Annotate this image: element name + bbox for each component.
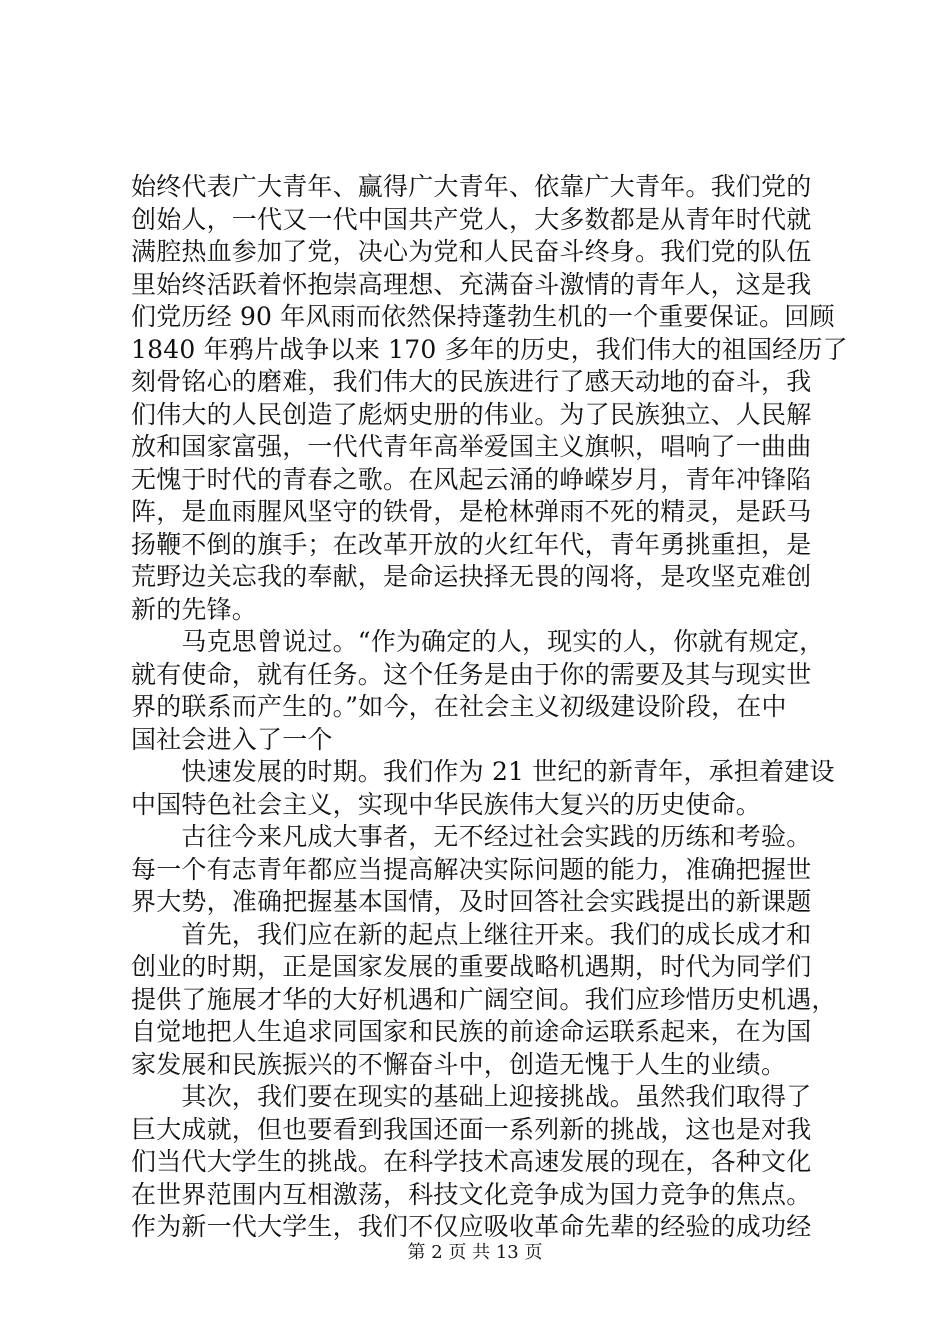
text-line: 们党历经 90 年风雨而依然保持蓬勃生机的一个重要保证。回顾 <box>131 302 835 331</box>
text-line: 创业的时期，正是国家发展的重要战略机遇期，时代为同学们 <box>131 952 812 981</box>
text-line: 提供了施展才华的大好机遇和广阔空间。我们应珍惜历史机遇， <box>131 984 837 1014</box>
text-line: 其次，我们要在现实的基础上迎接挑战。虽然我们取得了 <box>131 1082 812 1111</box>
body-text <box>131 171 848 1244</box>
text-line: 创始人，一代又一代中国共产党人，大多数都是从青年时代就 <box>131 204 812 234</box>
text-line: 1840 年鸦片战争以来 170 多年的历史，我们伟大的祖国经历了 <box>131 334 848 364</box>
text-line: 们当代大学生的挑战。在科学技术高速发展的现在，各种文化 <box>131 1147 812 1176</box>
text-line: 作为新一代大学生，我们不仅应吸收革命先辈的经验的成功经 <box>131 1212 812 1241</box>
text-line: 国社会进入了一个 <box>131 724 333 754</box>
text-line: 里始终活跃着怀抱崇高理想、充满奋斗激情的青年人，这是我 <box>131 269 812 299</box>
text-line: 界大势，准确把握基本国情，及时回答社会实践提出的新课题 <box>131 887 812 916</box>
text-line: 们伟大的人民创造了彪炳史册的伟业。为了民族独立、人民解 <box>131 399 812 429</box>
text-line: 新的先锋。 <box>131 594 258 624</box>
text-line: 自觉地把人生追求同国家和民族的前途命运联系起来，在为国 <box>131 1017 812 1046</box>
text-line: 满腔热血参加了党，决心为党和人民奋斗终身。我们党的队伍 <box>131 237 812 266</box>
text-line: 家发展和民族振兴的不懈奋斗中，创造无愧于人生的业绩。 <box>131 1049 787 1079</box>
text-line: 荒野边关忘我的奉献，是命运抉择无畏的闯将，是攻坚克难创 <box>131 562 812 591</box>
text-line: 放和国家富强，一代代青年高举爱国主义旗帜，唱响了一曲曲 <box>131 432 812 461</box>
text-line: 阵，是血雨腥风坚守的铁骨，是枪林弹雨不死的精灵，是跃马 <box>131 497 812 526</box>
text-line: 无愧于时代的青春之歌。在风起云涌的峥嵘岁月，青年冲锋陷 <box>131 464 812 494</box>
text-line: 扬鞭不倒的旗手；在改革开放的火红年代，青年勇挑重担，是 <box>131 529 812 559</box>
text-line: 首先，我们应在新的起点上继往开来。我们的成长成才和 <box>131 919 812 949</box>
text-line: 快速发展的时期。我们作为 21 世纪的新青年，承担着建设 <box>131 757 835 786</box>
text-line: 古往今来凡成大事者，无不经过社会实践的历练和考验。 <box>131 822 812 851</box>
text-line: 马克思曾说过。“作为确定的人，现实的人，你就有规定， <box>131 627 825 656</box>
text-line: 巨大成就，但也要看到我国还面一系列新的挑战，这也是对我 <box>131 1114 812 1144</box>
text-line: 中国特色社会主义，实现中华民族伟大复兴的历史使命。 <box>131 789 762 819</box>
text-line: 始终代表广大青年、赢得广大青年、依靠广大青年。我们党的 <box>131 172 812 201</box>
text-line: 界的联系而产生的。”如今，在社会主义初级建设阶段，在中 <box>131 692 787 721</box>
text-line: 刻骨铭心的磨难，我们伟大的民族进行了感天动地的奋斗，我 <box>131 367 812 396</box>
text-line: 在世界范围内互相激荡，科技文化竞争成为国力竞争的焦点。 <box>131 1179 812 1209</box>
text-line: 每一个有志青年都应当提高解决实际问题的能力，准确把握世 <box>131 854 812 884</box>
page-number-footer: 第 2 页 共 13 页 <box>407 1242 543 1263</box>
text-line: 就有使命，就有任务。这个任务是由于你的需要及其与现实世 <box>131 659 812 689</box>
